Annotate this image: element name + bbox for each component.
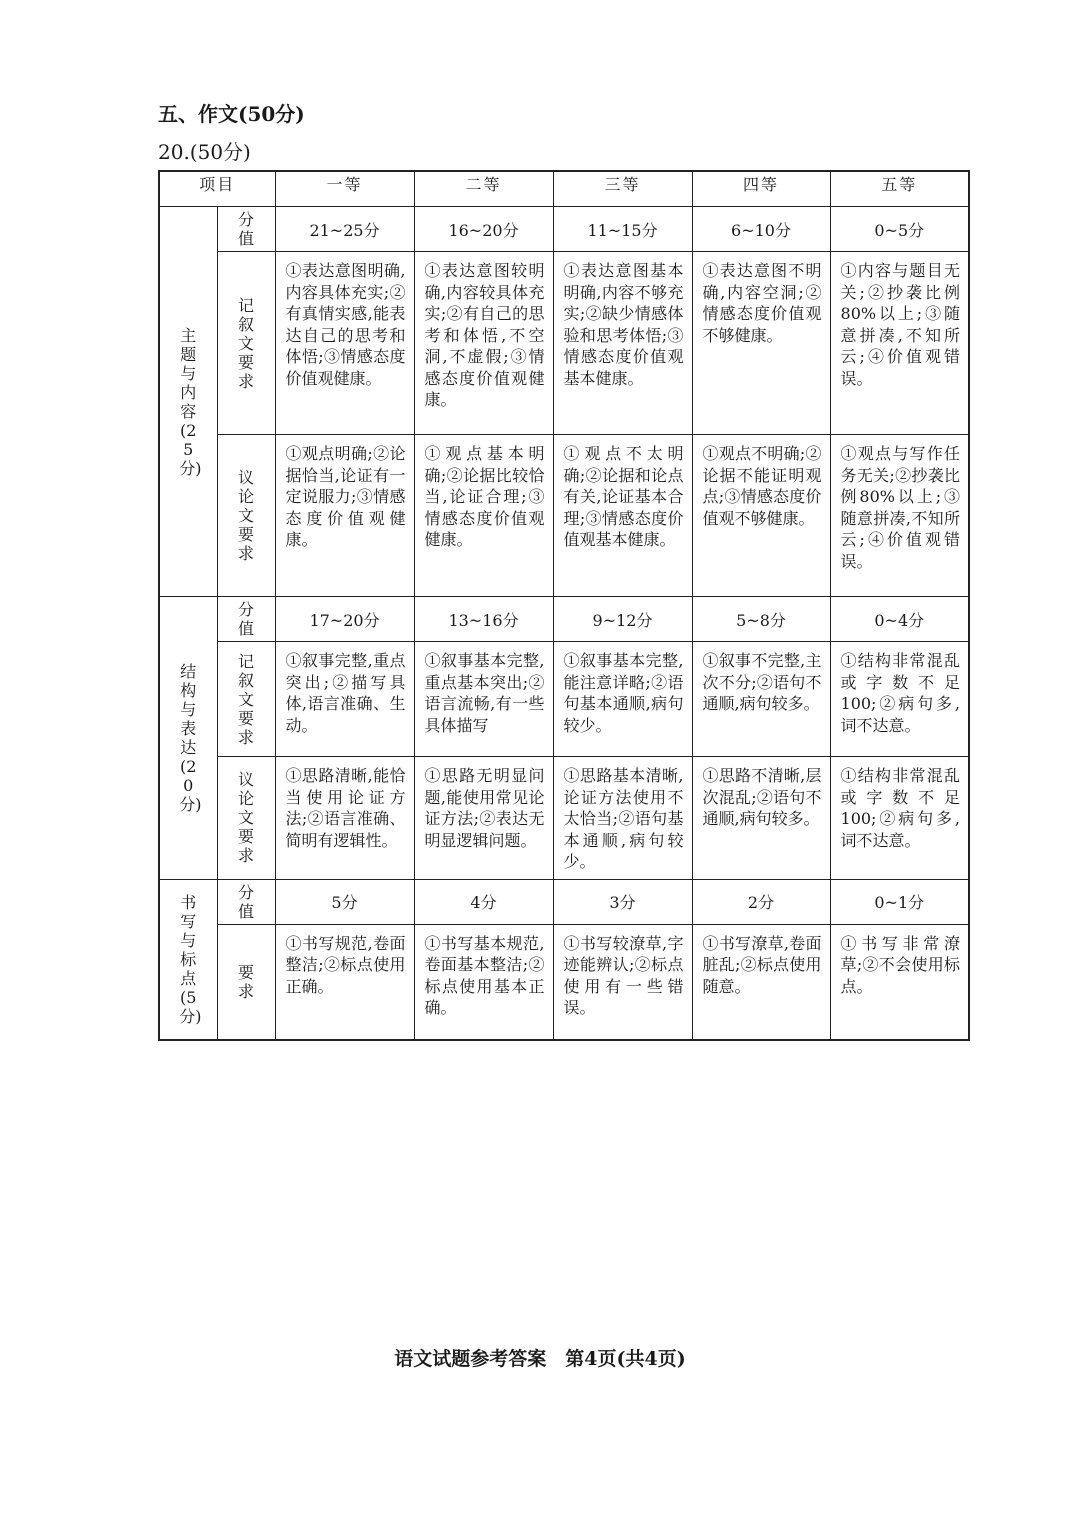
row-label: 记叙文要求 bbox=[217, 642, 275, 757]
score-cell: 13~16分 bbox=[414, 597, 553, 642]
row-label: 议论文要求 bbox=[217, 435, 275, 597]
criteria-cell: ①表达意图不明确,内容空洞;②情感态度价值观不够健康。 bbox=[692, 252, 830, 435]
category-label: 书写与标点(5分) bbox=[159, 879, 217, 1040]
category-label: 结构与表达(20分) bbox=[159, 597, 217, 880]
score-cell: 5分 bbox=[275, 879, 414, 924]
score-cell: 9~12分 bbox=[553, 597, 692, 642]
score-cell: 0~4分 bbox=[830, 597, 969, 642]
score-cell: 17~20分 bbox=[275, 597, 414, 642]
criteria-cell: ①思路基本清晰,论证方法使用不太恰当;②语句基本通顺,病句较少。 bbox=[553, 757, 692, 880]
criteria-cell: ①思路清晰,能恰当使用论证方法;②语言准确、简明有逻辑性。 bbox=[275, 757, 414, 880]
header-level-5: 五等 bbox=[830, 171, 969, 207]
header-item-label: 项目 bbox=[159, 171, 275, 207]
requirement-row bbox=[159, 252, 969, 435]
criteria-cell: ①表达意图基本明确,内容不够充实;②缺少情感体验和思考体悟;③情感态度价值观基本健康。 bbox=[553, 252, 692, 435]
criteria-cell: ①思路无明显问题,能使用常见论证方法;②表达无明显逻辑问题。 bbox=[414, 757, 553, 880]
requirement-row bbox=[159, 924, 969, 1040]
section-title: 五、作文(50分) bbox=[158, 102, 305, 126]
score-cell: 0~5分 bbox=[830, 207, 969, 252]
question-title: 20.(50分) bbox=[158, 140, 251, 164]
row-label: 议论文要求 bbox=[217, 757, 275, 880]
score-row bbox=[159, 207, 969, 252]
score-label: 分值 bbox=[217, 597, 275, 642]
criteria-cell: ①观点基本明确;②论据比较恰当,论证合理;③情感态度价值观健康。 bbox=[414, 435, 553, 597]
score-cell: 0~1分 bbox=[830, 879, 969, 924]
criteria-cell: ①内容与题目无关;②抄袭比例80%以上;③随意拼凑,不知所云;④价值观错误。 bbox=[830, 252, 969, 435]
criteria-cell: ①表达意图明确,内容具体充实;②有真情实感,能表达自己的思考和体悟;③情感态度价值观健康。 bbox=[275, 252, 414, 435]
score-cell: 16~20分 bbox=[414, 207, 553, 252]
score-row bbox=[159, 597, 969, 642]
criteria-cell: ①书写潦草,卷面脏乱;②标点使用随意。 bbox=[692, 924, 830, 1040]
criteria-cell: ①观点与写作任务无关;②抄袭比例80%以上;③随意拼凑,不知所云;④价值观错误。 bbox=[830, 435, 969, 597]
criteria-cell: ①结构非常混乱或字数不足100;②病句多,词不达意。 bbox=[830, 757, 969, 880]
requirement-row bbox=[159, 757, 969, 880]
criteria-cell: ①书写规范,卷面整洁;②标点使用正确。 bbox=[275, 924, 414, 1040]
header-level-2: 二等 bbox=[414, 171, 553, 207]
score-cell: 5~8分 bbox=[692, 597, 830, 642]
criteria-cell: ①叙事基本完整,能注意详略;②语句基本通顺,病句较少。 bbox=[553, 642, 692, 757]
criteria-cell: ①观点不太明确;②论据和论点有关,论证基本合理;③情感态度价值观基本健康。 bbox=[553, 435, 692, 597]
score-cell: 6~10分 bbox=[692, 207, 830, 252]
score-cell: 3分 bbox=[553, 879, 692, 924]
requirement-row bbox=[159, 642, 969, 757]
score-cell: 4分 bbox=[414, 879, 553, 924]
criteria-cell: ①表达意图较明确,内容较具体充实;②有自己的思考和体悟,不空洞,不虚假;③情感态度价值观健康。 bbox=[414, 252, 553, 435]
header-level-4: 四等 bbox=[692, 171, 830, 207]
row-label: 记叙文要求 bbox=[217, 252, 275, 435]
criteria-cell: ①思路不清晰,层次混乱;②语句不通顺,病句较多。 bbox=[692, 757, 830, 880]
criteria-cell: ①观点不明确;②论据不能证明观点;③情感态度价值观不够健康。 bbox=[692, 435, 830, 597]
header-row bbox=[159, 171, 969, 207]
header-level-1: 一等 bbox=[275, 171, 414, 207]
criteria-cell: ①叙事基本完整,重点基本突出;②语言流畅,有一些具体描写 bbox=[414, 642, 553, 757]
criteria-cell: ①书写较潦草,字迹能辨认;②标点使用有一些错误。 bbox=[553, 924, 692, 1040]
criteria-cell: ①观点明确;②论据恰当,论证有一定说服力;③情感态度价值观健康。 bbox=[275, 435, 414, 597]
scoring-rubric-table bbox=[158, 170, 970, 1041]
criteria-cell: ①叙事不完整,主次不分;②语句不通顺,病句较多。 bbox=[692, 642, 830, 757]
header-level-3: 三等 bbox=[553, 171, 692, 207]
score-row bbox=[159, 879, 969, 924]
criteria-cell: ①书写非常潦草;②不会使用标点。 bbox=[830, 924, 969, 1040]
score-label: 分值 bbox=[217, 207, 275, 252]
score-label: 分值 bbox=[217, 879, 275, 924]
criteria-cell: ①结构非常混乱或字数不足100;②病句多,词不达意。 bbox=[830, 642, 969, 757]
criteria-cell: ①书写基本规范,卷面基本整洁;②标点使用基本正确。 bbox=[414, 924, 553, 1040]
criteria-cell: ①叙事完整,重点突出;②描写具体,语言准确、生动。 bbox=[275, 642, 414, 757]
score-cell: 21~25分 bbox=[275, 207, 414, 252]
requirement-row bbox=[159, 435, 969, 597]
score-cell: 11~15分 bbox=[553, 207, 692, 252]
score-cell: 2分 bbox=[692, 879, 830, 924]
row-label: 要求 bbox=[217, 924, 275, 1040]
page-footer: 语文试题参考答案 第4页(共4页) bbox=[394, 1348, 686, 1370]
category-label: 主题与内容(25分) bbox=[159, 207, 217, 597]
